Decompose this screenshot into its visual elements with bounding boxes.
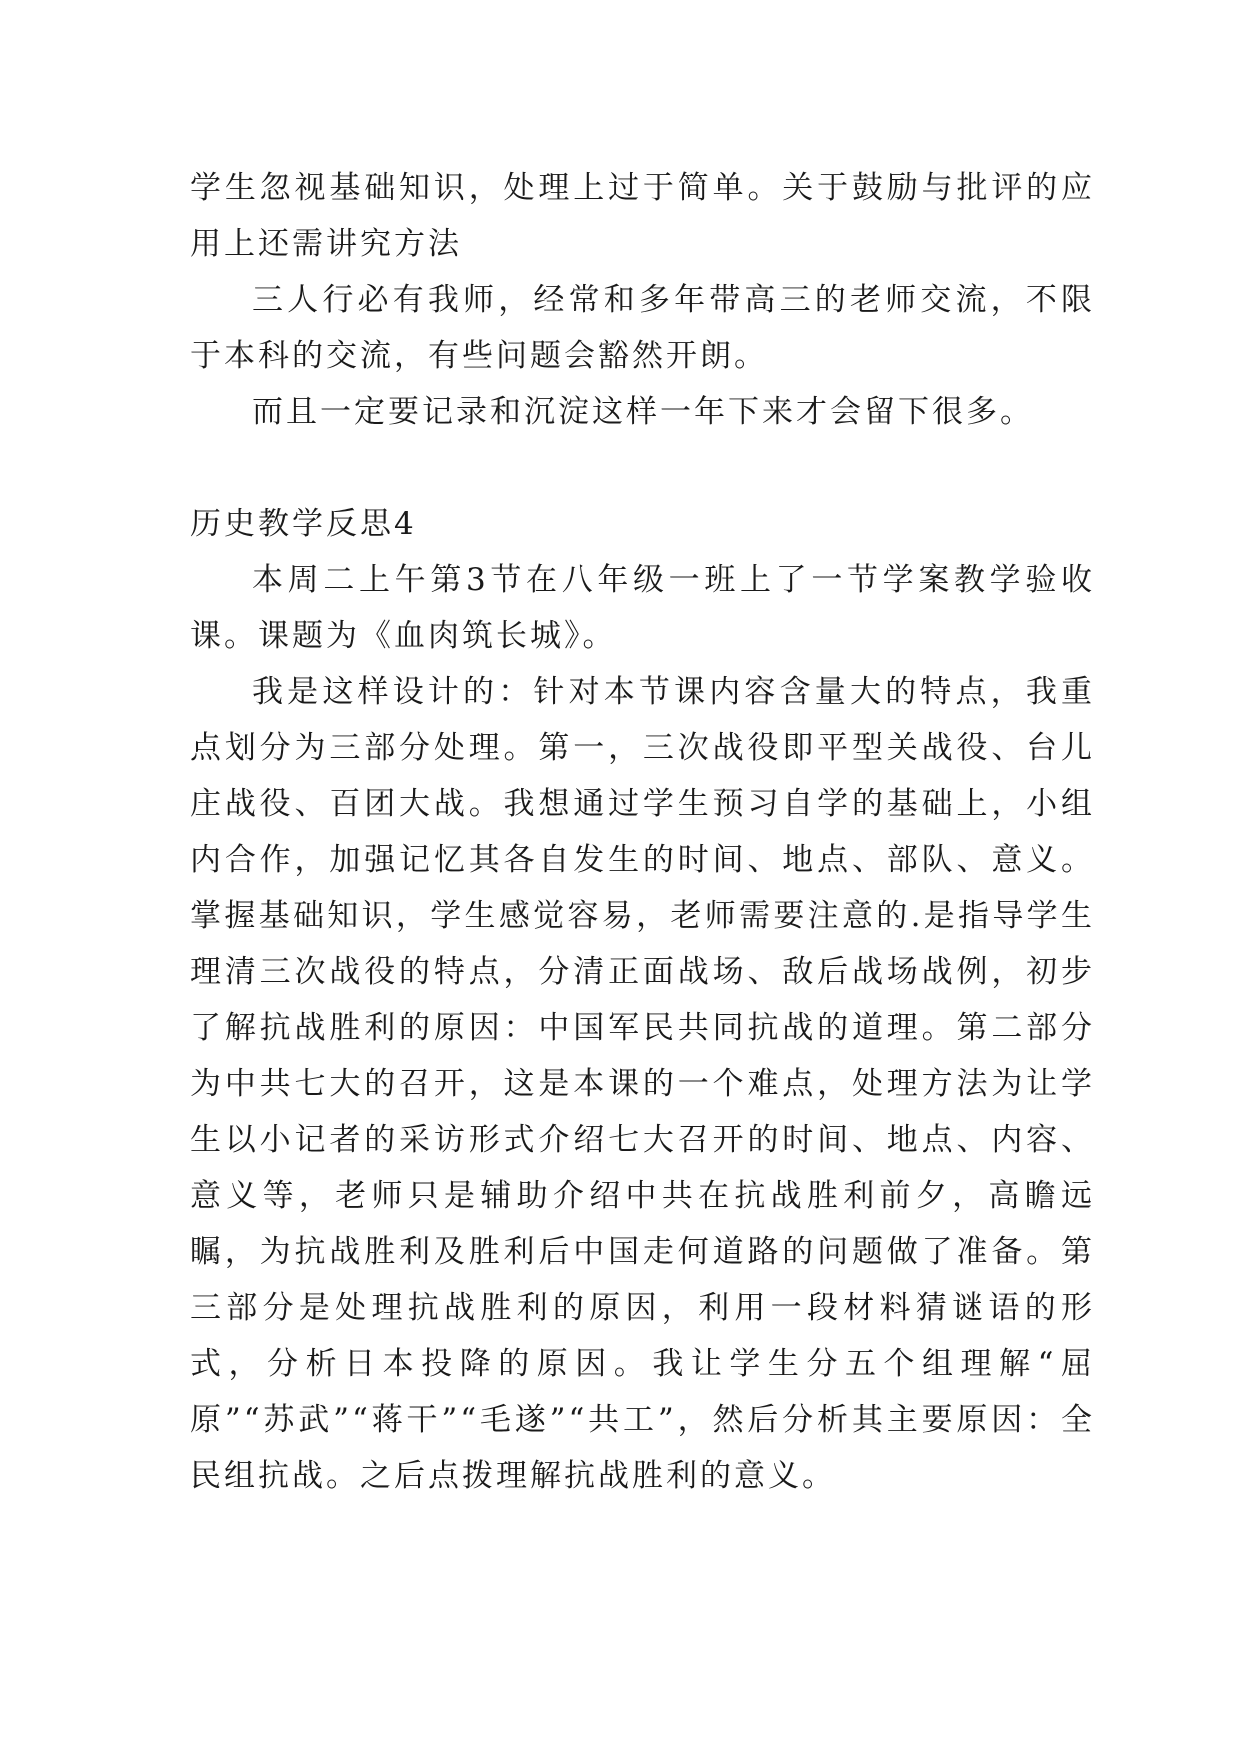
paragraph-teacher-exchange: 三人行必有我师，经常和多年带高三的老师交流，不限于本科的交流，有些问题会豁然开朗。	[190, 282, 1095, 374]
paragraph-lesson-design: 我是这样设计的：针对本节课内容含量大的特点，我重点划分为三部分处理。第一，三次战役即平型关战役、台儿庄战役、百团大战。我想通过学生预习自学的基础上，小组内合作，加强记忆其各自发生的时间、地点、部队、意义。掌握基础知识，学生感觉容易，老师需要注意的.是指导学生理清三次战役的特点，分清正面战场、敌后战场战例，初步了解抗战胜利的原因：中国军民共同抗战的道理。第二部分为中共七大的召开，这是本课的一个难点，处理方法为让学生以小记者的采访形式介绍七大召开的时间、地点、内容、意义等，老师只是辅助介绍中共在抗战胜利前夕，高瞻远瞩，为抗战胜利及胜利后中国走何道路的问题做了准备。第三部分是处理抗战胜利的原因，利用一段材料猜谜语的形式，分析日本投降的原因。我让学生分五个组理解“屈原”“苏武”“蒋干”“毛遂”“共工”，然后分析其主要原因：全民组抗战。之后点拨理解抗战胜利的意义。	[190, 674, 1095, 1494]
paragraph-lesson-intro: 本周二上午第3节在八年级一班上了一节学案教学验收课。课题为《血肉筑长城》。	[190, 562, 1095, 654]
section-title: 历史教学反思4	[190, 506, 417, 542]
paragraph-record-note: 而且一定要记录和沉淀这样一年下来才会留下很多。	[252, 394, 1034, 430]
paragraph-continued: 学生忽视基础知识，处理上过于简单。关于鼓励与批评的应用上还需讲究方法	[190, 170, 1095, 262]
document-body	[190, 160, 1095, 1504]
section-spacer	[190, 440, 1095, 496]
